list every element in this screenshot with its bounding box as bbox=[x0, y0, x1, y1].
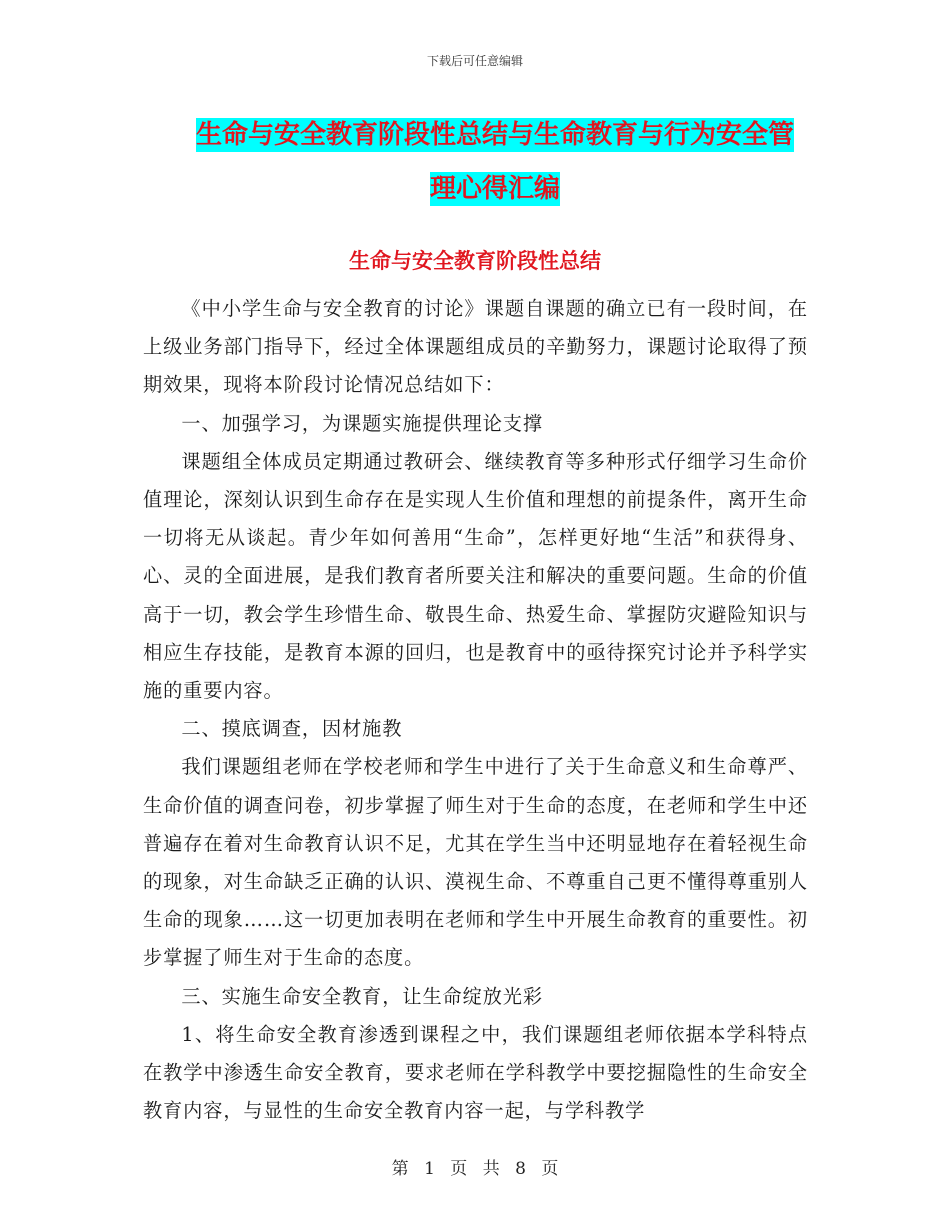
footer-label-ye: 页 bbox=[450, 1159, 468, 1179]
heading-three: 三、实施生命安全教育，让生命绽放光彩 bbox=[181, 984, 543, 1008]
footer-label-total: 共 bbox=[482, 1159, 500, 1179]
header-note: 下载后可任意编辑 bbox=[426, 54, 523, 68]
page-footer bbox=[0, 1154, 950, 1179]
footer-label-page: 第 bbox=[391, 1159, 409, 1179]
paragraph-two: 我们课题组老师在学校老师和学生中进行了关于生命意义和生命尊严、生命价值的调查问卷，初步掌握了师生对于生命的态度，在老师和学生中还普遍存在着对生命教育认识不足，尤其在学生当中还明显地存在着轻视生命的现象，对生命缺乏正确的认识、漠视生命、不尊重自己更不懂得尊重别人生命的现象……这一切更加表明在老师和学生中开展生命教育的重要性。初步掌握了师生对于生命的态度。 bbox=[143, 755, 808, 970]
section-title: 生命与安全教育阶段性总结 bbox=[349, 249, 601, 273]
title-line-1: 生命与安全教育阶段性总结与生命教育与行为安全管 bbox=[195, 120, 794, 150]
paragraph-one: 课题组全体成员定期通过教研会、继续教育等多种形式仔细学习生命价值理论，深刻认识到生命存在是实现人生价值和理想的前提条件，离开生命一切将无从谈起。青少年如何善用“生命”，怎样更好地“生活”和获得身、心、灵的全面进展，是我们教育者所要关注和解决的重要问题。生命的价值高于一切，教会学生珍惜生命、敬畏生命、热爱生命、掌握防灾避险知识与相应生存技能，是教育本源的回归，也是教育中的亟待探究讨论并予科学实施的重要内容。 bbox=[143, 449, 808, 703]
document-body bbox=[143, 290, 808, 1130]
heading-two: 二、摸底调查，因材施教 bbox=[181, 717, 403, 741]
paragraph-intro: 《中小学生命与安全教育的讨论》课题自课题的确立已有一段时间，在上级业务部门指导下，经过全体课题组成员的辛勤努力，课题讨论取得了预期效果，现将本阶段讨论情况总结如下： bbox=[143, 297, 808, 397]
footer-label-ye2: 页 bbox=[541, 1159, 559, 1179]
document-title bbox=[150, 108, 840, 216]
footer-current-page: 1 bbox=[424, 1159, 435, 1179]
footer-total-pages: 8 bbox=[515, 1159, 526, 1179]
title-line-2: 理心得汇编 bbox=[429, 174, 560, 204]
heading-one: 一、加强学习，为课题实施提供理论支撑 bbox=[181, 411, 543, 435]
paragraph-three: 1、将生命安全教育渗透到课程之中，我们课题组老师依据本学科特点在教学中渗透生命安全教育，要求老师在学科教学中要挖掘隐性的生命安全教育内容，与显性的生命安全教育内容一起，与学科教学 bbox=[143, 1022, 808, 1123]
